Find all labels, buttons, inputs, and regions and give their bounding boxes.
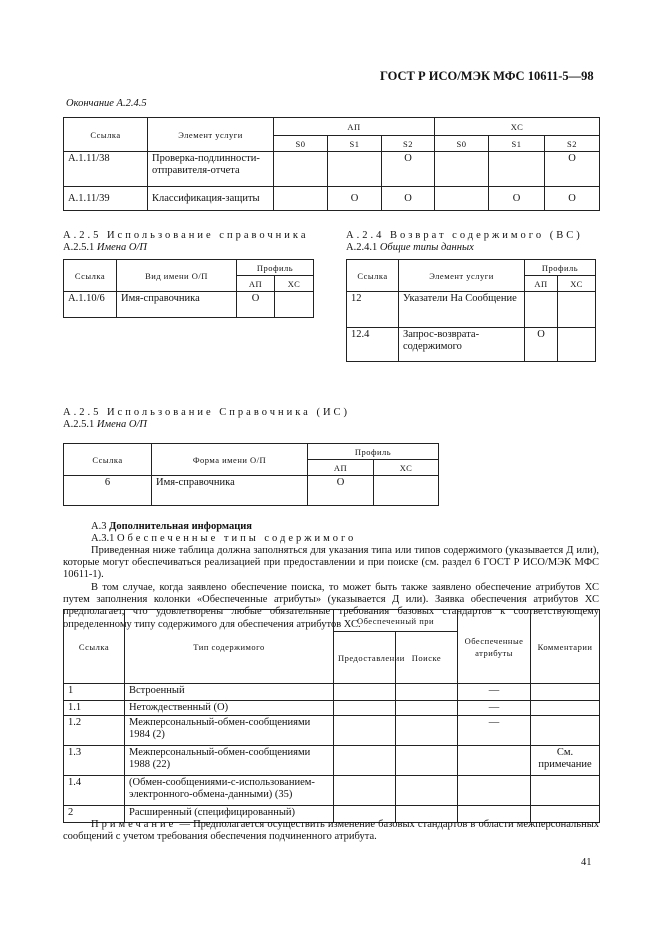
cell-type: Встроенный	[125, 684, 334, 701]
cell-value	[274, 187, 328, 211]
cell-name: Имя-справочника	[117, 292, 237, 318]
col-element: Элемент услуги	[148, 118, 274, 152]
cell-type: Расширенный (специфицированный)	[125, 806, 334, 823]
col-ap: АП	[308, 460, 374, 476]
cell-note	[531, 684, 600, 701]
subsection-number: А.2.4.1	[346, 242, 378, 253]
cell-attrs: —	[458, 716, 531, 746]
col-ap: АП	[237, 276, 275, 292]
subsection-title: Общие типы данных	[379, 242, 474, 253]
cell-value	[435, 152, 489, 187]
col-retrieval: Поиске	[396, 632, 458, 684]
section-heading	[91, 521, 252, 533]
cell-ref: 1.4	[64, 776, 125, 806]
cell-type: Нетождественный (О)	[125, 701, 334, 716]
cell-value	[489, 152, 545, 187]
table-caption: Окончание А.2.4.5	[66, 98, 147, 109]
cell-note	[531, 716, 600, 746]
col-s1: S1	[328, 136, 382, 152]
page-number: 41	[581, 857, 592, 868]
cell-note	[531, 776, 600, 806]
table-row	[347, 292, 596, 328]
cell-ap	[525, 292, 558, 328]
section-heading: А.2.5 Использование справочника	[63, 230, 309, 241]
cell-ap: O	[308, 476, 374, 506]
col-xc: ХС	[374, 460, 439, 476]
col-profile: Профиль	[308, 444, 439, 460]
col-name-form: Форма имени О/П	[152, 444, 308, 476]
subsection-title: Имена О/П	[96, 419, 147, 430]
table-row	[64, 746, 600, 776]
col-s0: S0	[435, 136, 489, 152]
col-xc: ХС	[275, 276, 314, 292]
col-ref: Ссылка	[64, 260, 117, 292]
cell-xc	[558, 292, 596, 328]
cell-element: Указатели На Сообщение	[399, 292, 525, 328]
table-content-return	[346, 259, 596, 362]
cell-value: O	[382, 187, 435, 211]
cell-type: Межперсональный-обмен-сообщениями 1984 (2)	[125, 716, 334, 746]
cell-value: O	[382, 152, 435, 187]
table-row	[64, 152, 600, 187]
cell-name: Имя-справочника	[152, 476, 308, 506]
subsection-heading	[346, 242, 474, 254]
col-submission: Предоставлении	[334, 632, 396, 684]
col-s2: S2	[382, 136, 435, 152]
cell-element: Классификация-защиты	[148, 187, 274, 211]
cell-ref: 12.4	[347, 328, 399, 362]
subsection-number: А.2.5.1	[63, 419, 95, 430]
cell-xc	[374, 476, 439, 506]
cell-ref: 1.1	[64, 701, 125, 716]
section-title: Дополнительная информация	[109, 521, 252, 532]
cell-submission	[334, 776, 396, 806]
section-number: А.3	[91, 521, 107, 532]
paragraph: В том случае, когда заявлено обеспечение поиска, то может быть также заявлено обеспечение атрибутов ХС путем заполнения колонки «Обеспеченные атрибуты» (указывается Д или). Заявка обеспечения атрибутов ХС предполагает, что удовлетворены любые обязательные требования базовых стандартов к соответствующему определенному типу содержимого для обеспечения атрибутов ХС.	[63, 582, 599, 630]
cell-ref: 2	[64, 806, 125, 823]
paragraph: Приведенная ниже таблица должна заполняться для указания типа или типов содержимого (указывается Д или), которые могут обеспечиваться реализацией при предоставлении и при поиске (см. раздел 6 ГОСТ Р ИСО/МЭК МФС 10611-1).	[63, 545, 599, 581]
col-ref: Ссылка	[64, 444, 152, 476]
cell-submission	[334, 684, 396, 701]
subsection-title: Имена О/П	[96, 242, 147, 253]
cell-attrs	[458, 776, 531, 806]
cell-ref: 6	[64, 476, 152, 506]
cell-ap: O	[525, 328, 558, 362]
cell-retrieval	[396, 716, 458, 746]
col-content-type: Тип содержимого	[125, 610, 334, 684]
cell-type: Межперсональный-обмен-сообщениями 1988 (22)	[125, 746, 334, 776]
col-profile: Профиль	[525, 260, 596, 276]
cell-ref: A.1.11/38	[64, 152, 148, 187]
cell-note: См. примечание	[531, 746, 600, 776]
cell-attrs: —	[458, 701, 531, 716]
note-paragraph	[63, 819, 599, 843]
col-ap: АП	[274, 118, 435, 136]
col-supported-attrs: Обеспеченные атрибуты	[458, 610, 531, 684]
section-heading: А.2.5 Использование Справочника (ИС)	[63, 407, 351, 418]
subsection-heading	[91, 533, 356, 545]
note-label: Примечание	[91, 819, 177, 830]
subsection-number: А.3.1	[91, 533, 115, 544]
cell-ref: 1	[64, 684, 125, 701]
subsection-number: А.2.5.1	[63, 242, 95, 253]
subsection-heading	[63, 242, 147, 254]
table-row	[64, 292, 314, 318]
cell-attrs	[458, 746, 531, 776]
cell-value	[435, 187, 489, 211]
col-ap: АП	[525, 276, 558, 292]
cell-attrs: —	[458, 684, 531, 701]
section-heading: А.2.4 Возврат содержимого (ВС)	[346, 230, 583, 241]
cell-ref: A.1.11/39	[64, 187, 148, 211]
cell-xc	[275, 292, 314, 318]
cell-type: (Обмен-сообщениями-с-использованием-электронного-обмена-данными) (35)	[125, 776, 334, 806]
cell-retrieval	[396, 684, 458, 701]
col-name-kind: Вид имени О/П	[117, 260, 237, 292]
cell-ref: A.1.10/6	[64, 292, 117, 318]
col-xc: ХС	[435, 118, 600, 136]
cell-element: Запрос-возврата-содержимого	[399, 328, 525, 362]
note-text: — Предполагается осуществить изменение базовых стандартов в области межперсональных сообщений с учетом требования обеспечения подчиненного атрибута.	[63, 819, 599, 843]
table-row	[64, 476, 439, 506]
cell-value	[274, 152, 328, 187]
table-row	[347, 328, 596, 362]
col-ref: Ссылка	[64, 610, 125, 684]
cell-retrieval	[396, 776, 458, 806]
cell-value: O	[545, 152, 600, 187]
table-row	[64, 187, 600, 211]
subsection-title: Обеспеченные типы содержимого	[116, 533, 357, 544]
cell-value: O	[489, 187, 545, 211]
table-content-types	[63, 609, 600, 823]
page-header: ГОСТ Р ИСО/МЭК МФС 10611-5—98	[380, 69, 594, 83]
cell-ref: 1.2	[64, 716, 125, 746]
cell-retrieval	[396, 701, 458, 716]
table-row	[64, 701, 600, 716]
cell-ref: 12	[347, 292, 399, 328]
subsection-heading	[63, 419, 147, 431]
col-s2: S2	[545, 136, 600, 152]
cell-element: Проверка-подлинности-отправителя-отчета	[148, 152, 274, 187]
table-directory-names	[63, 259, 314, 318]
col-comments: Комментарии	[531, 610, 600, 684]
col-ref: Ссылка	[64, 118, 148, 152]
table-row	[64, 776, 600, 806]
table-directory-usage	[63, 443, 439, 506]
table-row	[64, 684, 600, 701]
cell-value: O	[328, 187, 382, 211]
cell-value: O	[545, 187, 600, 211]
col-xc: ХС	[558, 276, 596, 292]
table-end-a245	[63, 117, 600, 211]
cell-note	[531, 701, 600, 716]
col-s1: S1	[489, 136, 545, 152]
cell-ap: O	[237, 292, 275, 318]
col-supported-at: Обеспеченный при	[334, 610, 458, 632]
col-s0: S0	[274, 136, 328, 152]
cell-submission	[334, 701, 396, 716]
cell-submission	[334, 746, 396, 776]
col-element: Элемент услуги	[399, 260, 525, 292]
col-profile: Профиль	[237, 260, 314, 276]
col-ref: Ссылка	[347, 260, 399, 292]
cell-xc	[558, 328, 596, 362]
cell-retrieval	[396, 746, 458, 776]
table-row	[64, 716, 600, 746]
cell-ref: 1.3	[64, 746, 125, 776]
cell-value	[328, 152, 382, 187]
cell-submission	[334, 716, 396, 746]
